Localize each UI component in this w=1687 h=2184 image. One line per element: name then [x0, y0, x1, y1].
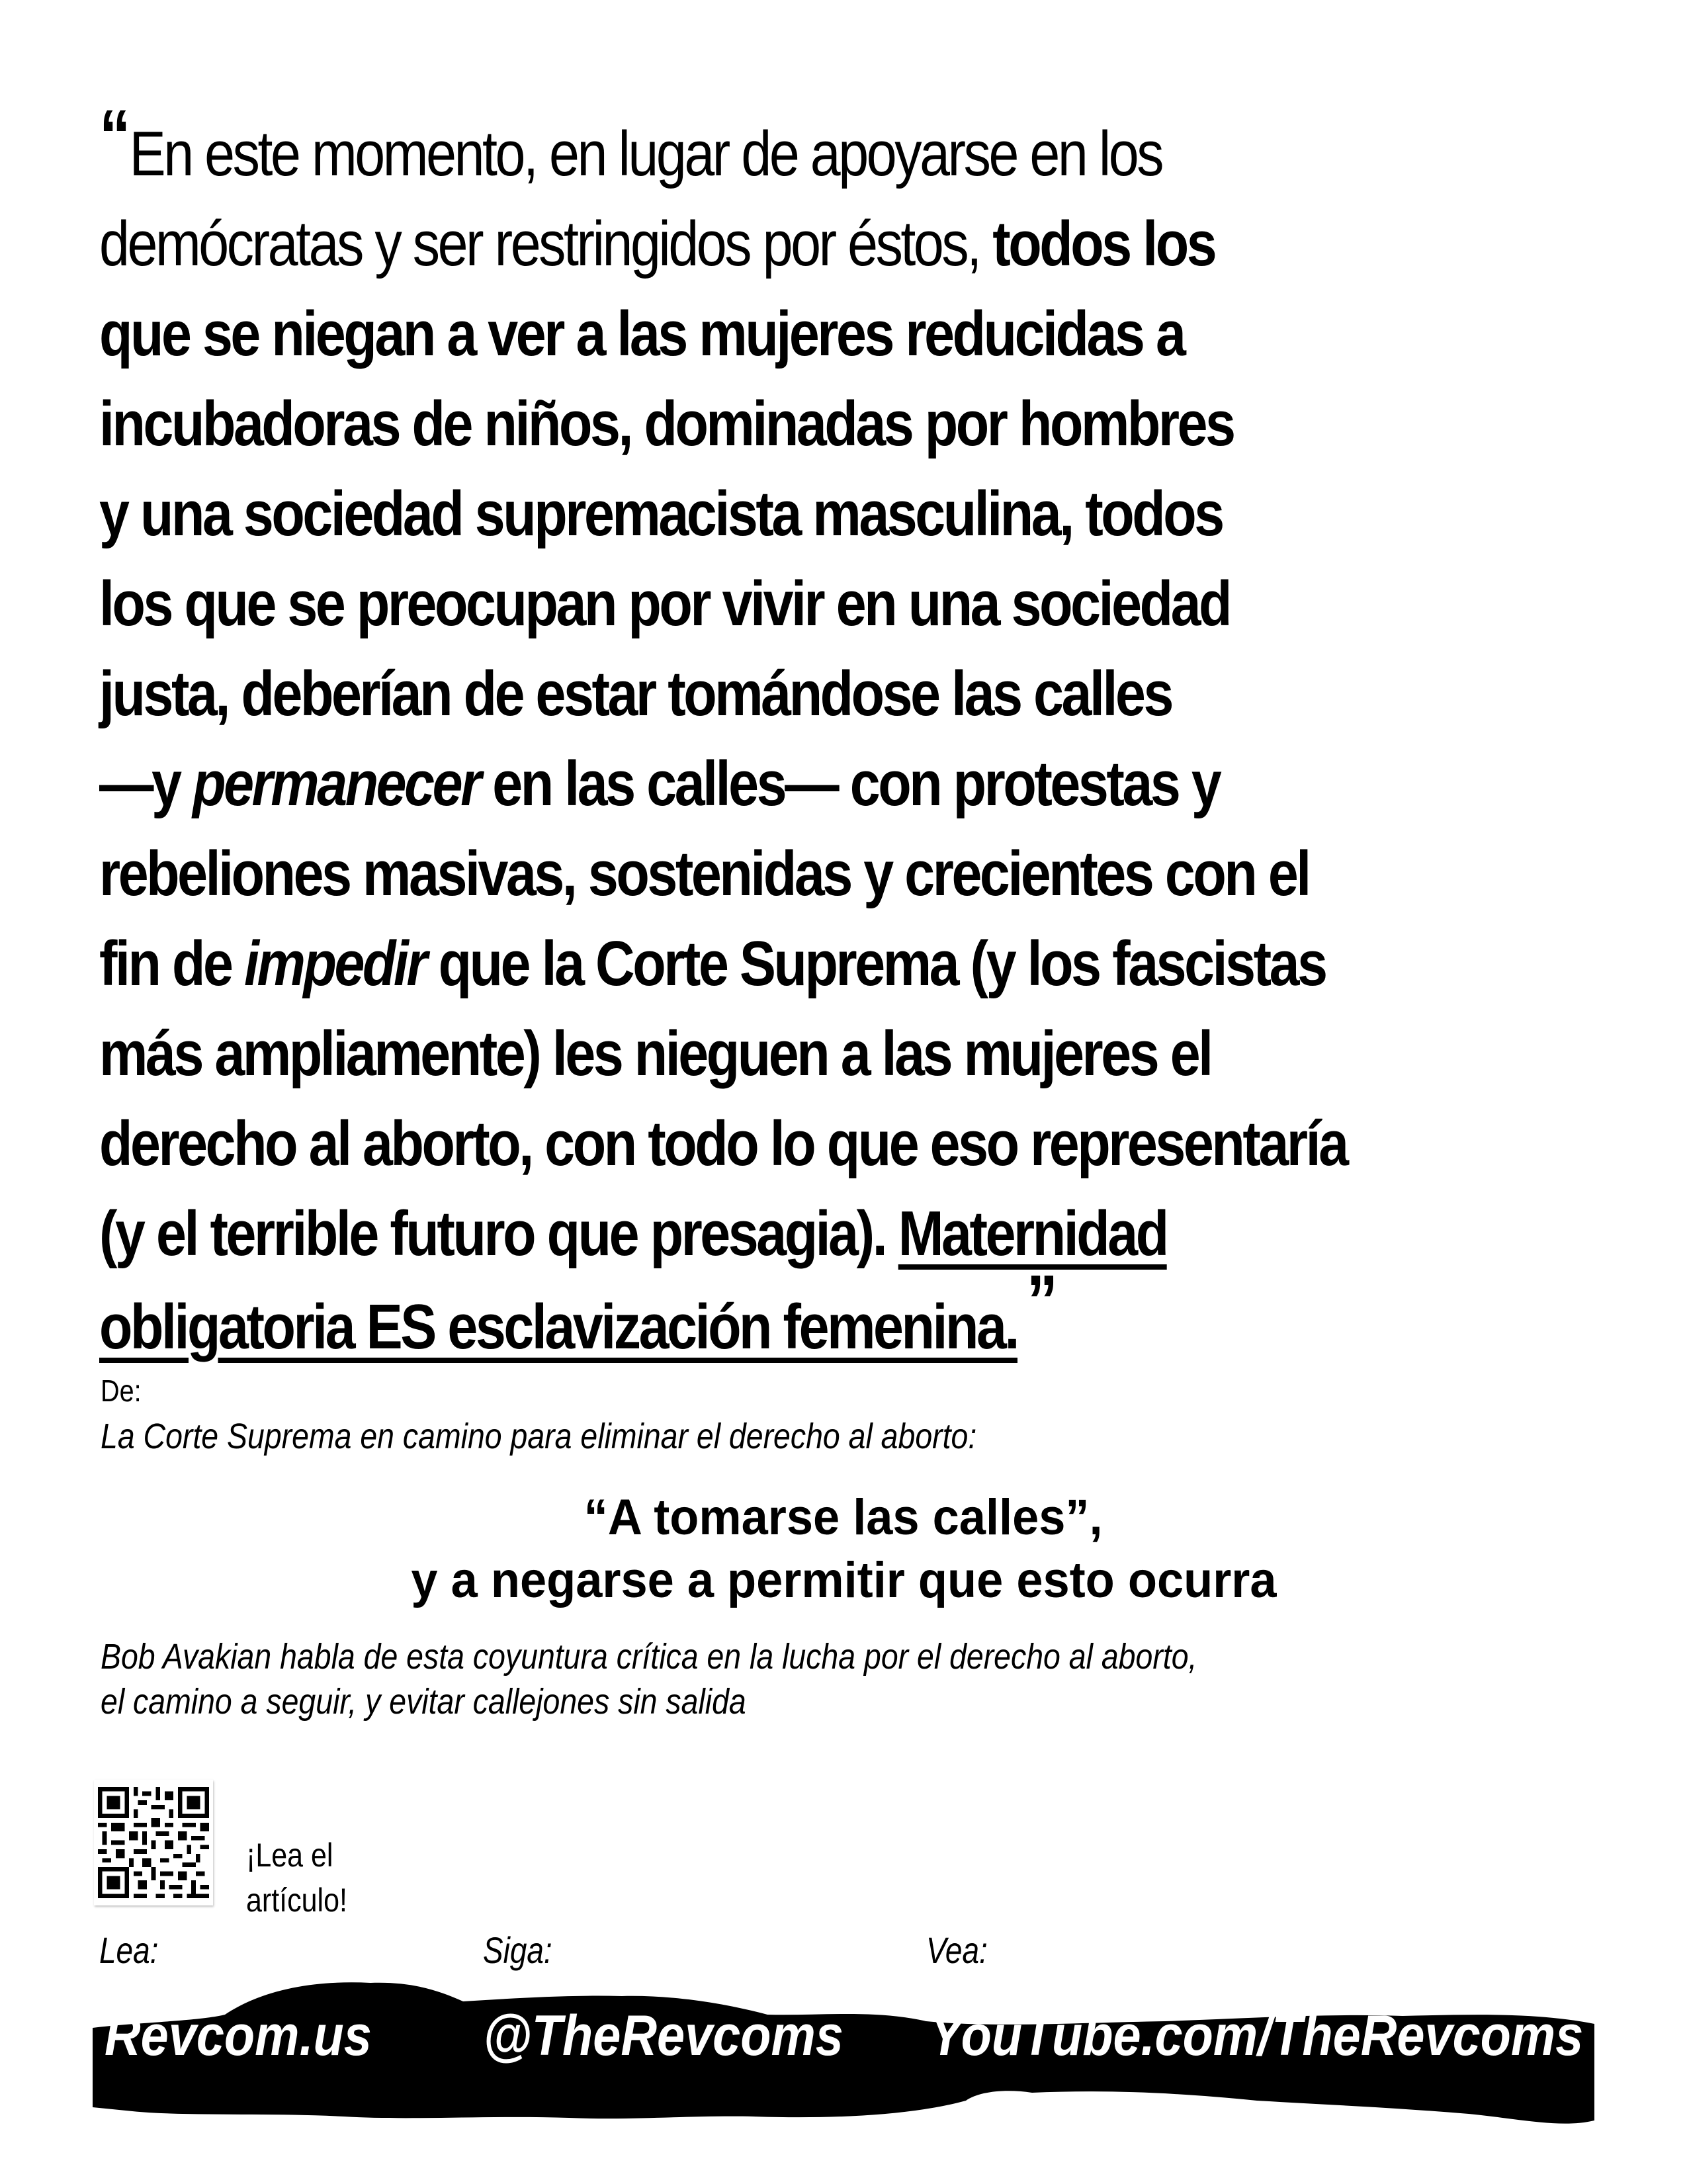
read-label: Lea:	[99, 1929, 159, 1971]
qr-code-graphic	[98, 1784, 209, 1901]
quote-text: (y el terrible futuro que presagia).	[99, 1198, 898, 1269]
follow-label: Siga:	[483, 1929, 552, 1971]
quote-line	[99, 739, 1402, 829]
open-quote-mark: “	[99, 95, 128, 177]
quote-line: rebeliones masivas, sostenidas y crecientes con el	[99, 838, 1309, 909]
watch-label: Vea:	[926, 1929, 988, 1971]
description-line: el camino a seguir, y evitar callejones sin salida	[101, 1682, 746, 1722]
quote-text: en las calles— con protestas y	[479, 748, 1220, 819]
pull-quote	[99, 95, 1614, 1372]
qr-caption-line: ¡Lea el	[246, 1837, 333, 1874]
qr-caption	[246, 1833, 347, 1923]
qr-caption-line: artículo!	[246, 1882, 347, 1919]
youtube-channel-link[interactable]: YouTube.com/TheRevcoms	[930, 2004, 1584, 2068]
underlined-text: Maternidad	[898, 1198, 1167, 1269]
article-headline-line1	[0, 1489, 1687, 1546]
quote-text: demócratas y ser restringidos por éstos,	[99, 208, 993, 279]
quote-line	[99, 95, 1402, 199]
close-quote-mark: ”	[1026, 1260, 1056, 1342]
qr-code-icon[interactable]	[94, 1780, 213, 1905]
quote-line: los que se preocupan por vivir en una sociedad	[99, 568, 1231, 639]
quote-line: incubadoras de niños, dominadas por hombres	[99, 388, 1234, 459]
quote-text: —y	[99, 748, 193, 819]
source-label: De:	[101, 1374, 142, 1408]
revcom-website-link[interactable]: Revcom.us	[105, 2004, 372, 2068]
twitter-handle-link[interactable]: @TheRevcoms	[483, 2004, 844, 2068]
quote-text: que la Corte Suprema (y los fascistas	[425, 928, 1326, 999]
quote-text: En este momento, en lugar de apoyarse en los	[129, 118, 1162, 189]
source-title: La Corte Suprema en camino para eliminar el derecho al aborto:	[101, 1417, 977, 1456]
quote-text: fin de	[99, 928, 245, 999]
quote-line: que se niegan a ver a las mujeres reducidas a	[99, 298, 1184, 369]
description-line: Bob Avakian habla de esta coyuntura crítica en la lucha por el derecho al aborto,	[101, 1637, 1197, 1677]
emphasis-text: impedir	[244, 928, 426, 999]
quote-line: derecho al aborto, con todo lo que eso representaría	[99, 1108, 1347, 1179]
quote-line	[99, 199, 1402, 289]
article-headline-line2	[0, 1551, 1687, 1609]
headline-text: y a negarse a permitir que esto ocurra	[410, 1552, 1277, 1608]
quote-line: y una sociedad supremacista masculina, todos	[99, 478, 1223, 549]
headline-text: “A tomarse las calles”,	[584, 1489, 1103, 1546]
article-description	[101, 1634, 1197, 1724]
quote-line	[99, 1260, 1402, 1372]
quote-line	[99, 1189, 1402, 1279]
quote-line: más ampliamente) les nieguen a las mujeres el	[99, 1018, 1211, 1089]
quote-line	[99, 919, 1402, 1009]
emphasis-text: permanecer	[193, 748, 480, 819]
quote-line: justa, deberían de estar tomándose las calles	[99, 658, 1172, 729]
quote-text-bold: todos los	[992, 208, 1215, 279]
underlined-text: obligatoria ES esclavización femenina.	[99, 1291, 1017, 1362]
